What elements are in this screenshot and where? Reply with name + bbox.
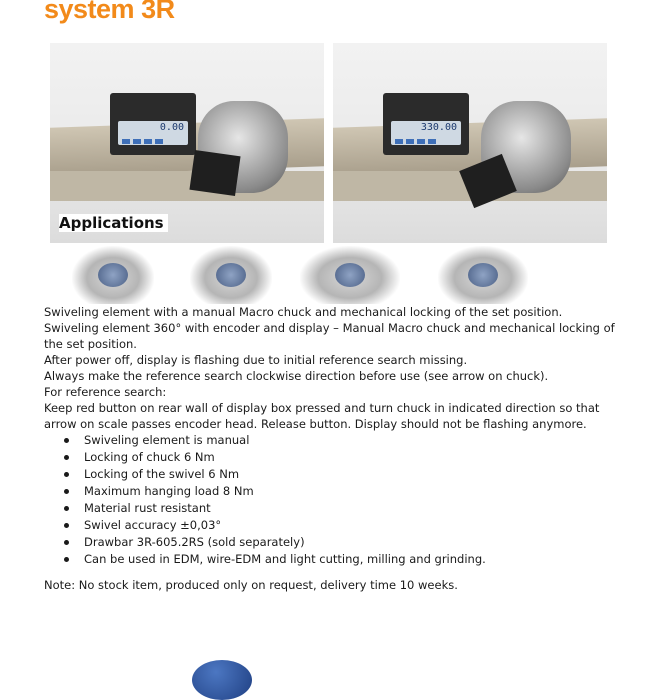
feature-item: Locking of chuck 6 Nm: [44, 449, 634, 466]
description-line: Swiveling element with a manual Macro chuck and mechanical locking of the set position.: [44, 305, 563, 319]
brand-logo: system 3R: [44, 0, 175, 24]
globe-logo-icon: [192, 660, 252, 700]
description-line: Swiveling element 360° with encoder and display – Manual Macro chuck and mechanical locking of the set position.: [44, 321, 615, 351]
display-box: [110, 93, 196, 155]
description-line: After power off, display is flashing due to initial reference search missing.: [44, 353, 468, 367]
application-thumbnail-4: [438, 246, 528, 304]
base-slab: [50, 171, 324, 201]
application-thumbnail-3: [300, 246, 400, 304]
feature-item: Can be used in EDM, wire-EDM and light cutting, milling and grinding.: [44, 551, 634, 568]
holder-icon: [189, 150, 240, 196]
feature-item: Swivel accuracy ±0,03°: [44, 517, 634, 534]
feature-item: Maximum hanging load 8 Nm: [44, 483, 634, 500]
description-line: Always make the reference search clockwise direction before use (see arrow on chuck).: [44, 369, 549, 383]
swivel-element-photo-2: [333, 43, 607, 243]
feature-item: Drawbar 3R-605.2RS (sold separately): [44, 534, 634, 551]
display-readout: 330.00: [391, 121, 461, 145]
display-readout: 0.00: [118, 121, 188, 145]
display-box: [383, 93, 469, 155]
applications-heading: Applications: [59, 214, 168, 232]
application-thumbnail-2: [190, 246, 272, 304]
description-line: For reference search:: [44, 385, 167, 399]
swivel-element-photo-1: [50, 43, 324, 243]
description-text: [44, 304, 634, 593]
application-thumbnail-1: [72, 246, 154, 304]
feature-item: Locking of the swivel 6 Nm: [44, 466, 634, 483]
stock-note: Note: No stock item, produced only on request, delivery time 10 weeks.: [44, 578, 458, 592]
display-buttons: [395, 139, 436, 144]
display-buttons: [122, 139, 163, 144]
feature-item: Material rust resistant: [44, 500, 634, 517]
feature-list: [44, 432, 634, 568]
feature-item: Swiveling element is manual: [44, 432, 634, 449]
description-line: Keep red button on rear wall of display box pressed and turn chuck in indicated direction so that arrow on scale passes encoder head. Release button. Display should not be flashing anymore.: [44, 401, 600, 431]
